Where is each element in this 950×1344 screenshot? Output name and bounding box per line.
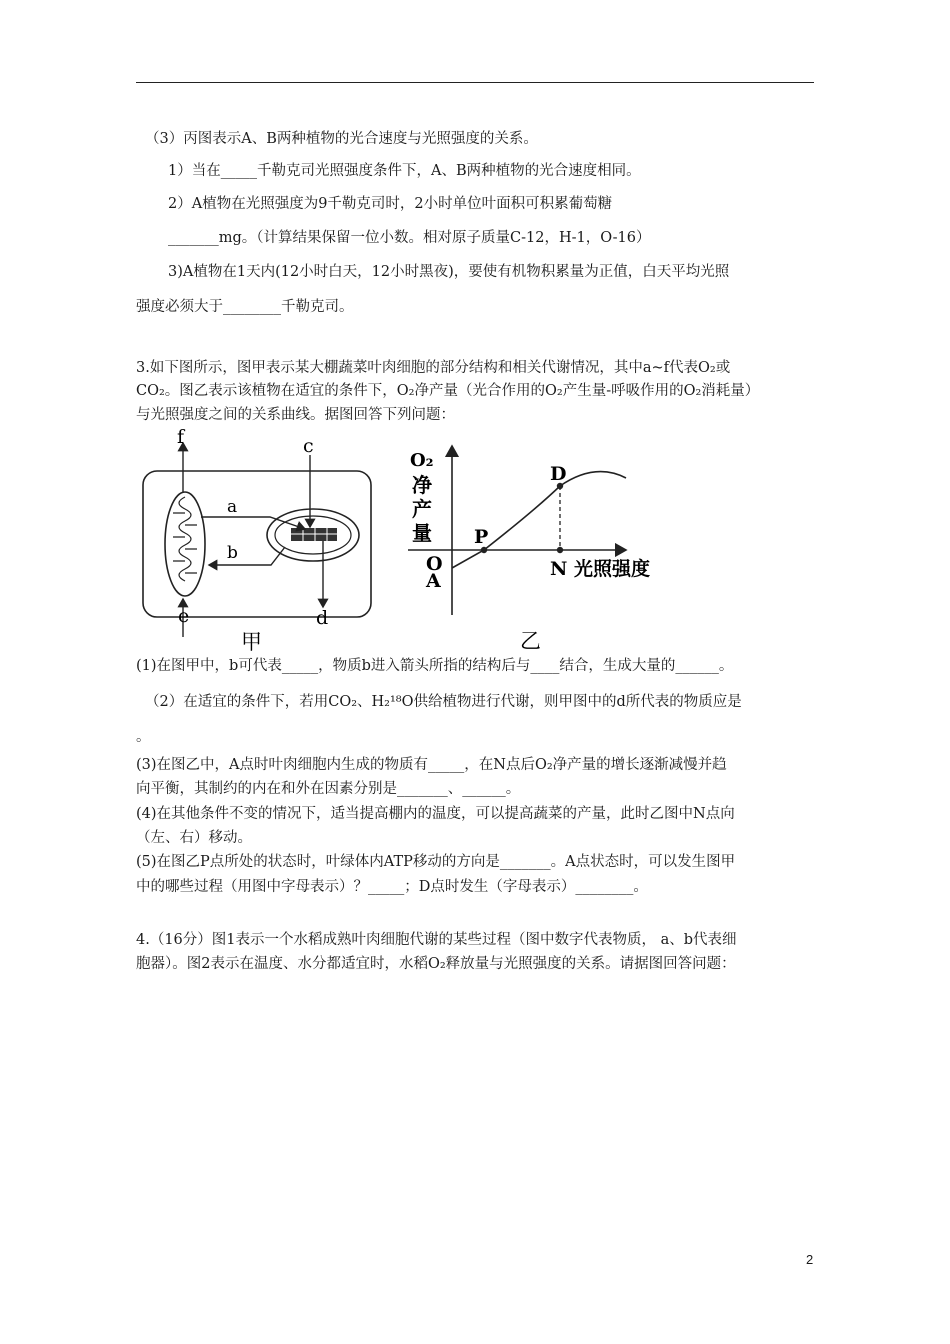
label-e: e	[178, 605, 190, 627]
caption-yi: 乙	[520, 629, 541, 653]
q3-stem-2: CO₂。图乙表示该植物在适宜的条件下，O₂净产量（光合作用的O₂产生量-呼吸作用的O₂消耗量）	[136, 383, 760, 399]
page-number: 2	[806, 1252, 814, 1267]
ylabel-o2: O₂	[410, 450, 434, 471]
q3-stem-3: 与光照强度之间的关系曲线。据图回答下列问题：	[136, 407, 455, 423]
label-d: d	[316, 607, 329, 629]
label-f: f	[177, 426, 185, 448]
q2-part3-s2a: 2）A植物在光照强度为9千勒克司时，2小时单位叶面积可积累葡萄糖	[168, 196, 613, 212]
label-a: a	[227, 497, 238, 517]
q3-sub2a: （2）在适宜的条件下，若用CO₂、H₂¹⁸O供给植物进行代谢，则甲图中的d所代表的物质应是	[145, 694, 742, 710]
figure-jia	[135, 425, 380, 655]
q2-part3-s2b: _______mg。（计算结果保留一位小数。相对原子质量C-12，H-1，O-16）	[168, 230, 651, 246]
q3-sub4a: (4)在其他条件不变的情况下，适当提高棚内的温度，可以提高蔬菜的产量，此时乙图中N点向	[136, 806, 735, 822]
label-a-point: A	[426, 570, 441, 592]
figure-yi	[400, 440, 670, 655]
mitochondrion	[165, 492, 205, 596]
q4-stem-1: 4.（16分）图1表示一个水稻成熟叶肉细胞代谢的某些过程（图中数字代表物质， a、b代表细	[136, 932, 737, 948]
q3-sub3a: (3)在图乙中，A点时叶肉细胞内生成的物质有_____，在N点后O₂净产量的增长逐渐减慢并趋	[136, 757, 727, 773]
q3-sub3b: 向平衡，其制约的内在和外在因素分别是_______、______。	[136, 781, 521, 797]
q3-sub5a: (5)在图乙P点所处的状态时，叶绿体内ATP移动的方向是_______。A点状态时，可以发生图甲	[136, 854, 736, 870]
label-b: b	[227, 543, 238, 563]
q3-sub2b: 。	[136, 729, 151, 745]
q3-sub4b: （左、右）移动。	[136, 830, 252, 846]
caption-jia: 甲	[241, 630, 262, 654]
label-c: c	[303, 435, 314, 457]
ylabel-1: 净	[412, 473, 432, 497]
label-d-point: D	[550, 463, 567, 485]
q3-sub5b: 中的哪些过程（用图中字母表示）？_____；D点时发生（字母表示）________。	[136, 879, 648, 895]
x-axis-label: N 光照强度	[550, 558, 650, 580]
q2-part3-s3a: 3)A植物在1天内(12小时白天，12小时黑夜)，要使有机物积累量为正值，白天平均光照	[168, 264, 730, 280]
point-n	[557, 547, 563, 553]
q2-part3-s1: 1）当在_____千勒克司光照强度条件下，A、B两种植物的光合速度相同。	[168, 163, 641, 179]
header-rule	[136, 82, 814, 83]
q4-stem-2: 胞器）。图2表示在温度、水分都适宜时，水稻O₂释放量与光照强度的关系。请据图回答问题：	[136, 956, 736, 972]
q2-part3-intro: （3）丙图表示A、B两种植物的光合速度与光照强度的关系。	[145, 131, 538, 147]
q3-sub1: (1)在图甲中，b可代表_____，物质b进入箭头所指的结构后与____结合，生成大量的______。	[136, 658, 734, 674]
ylabel-2: 产	[412, 497, 432, 521]
label-p-point: P	[474, 526, 489, 548]
label-origin: O	[426, 553, 443, 575]
q2-part3-s3b: 强度必须大于________千勒克司。	[136, 299, 354, 315]
arrow-b	[209, 547, 285, 565]
ylabel-3: 量	[412, 521, 432, 545]
q3-stem-1: 3.如下图所示，图甲表示某大棚蔬菜叶肉细胞的部分结构和相关代谢情况，其中a~f代表O₂或	[136, 360, 731, 376]
o2-curve	[452, 472, 626, 568]
